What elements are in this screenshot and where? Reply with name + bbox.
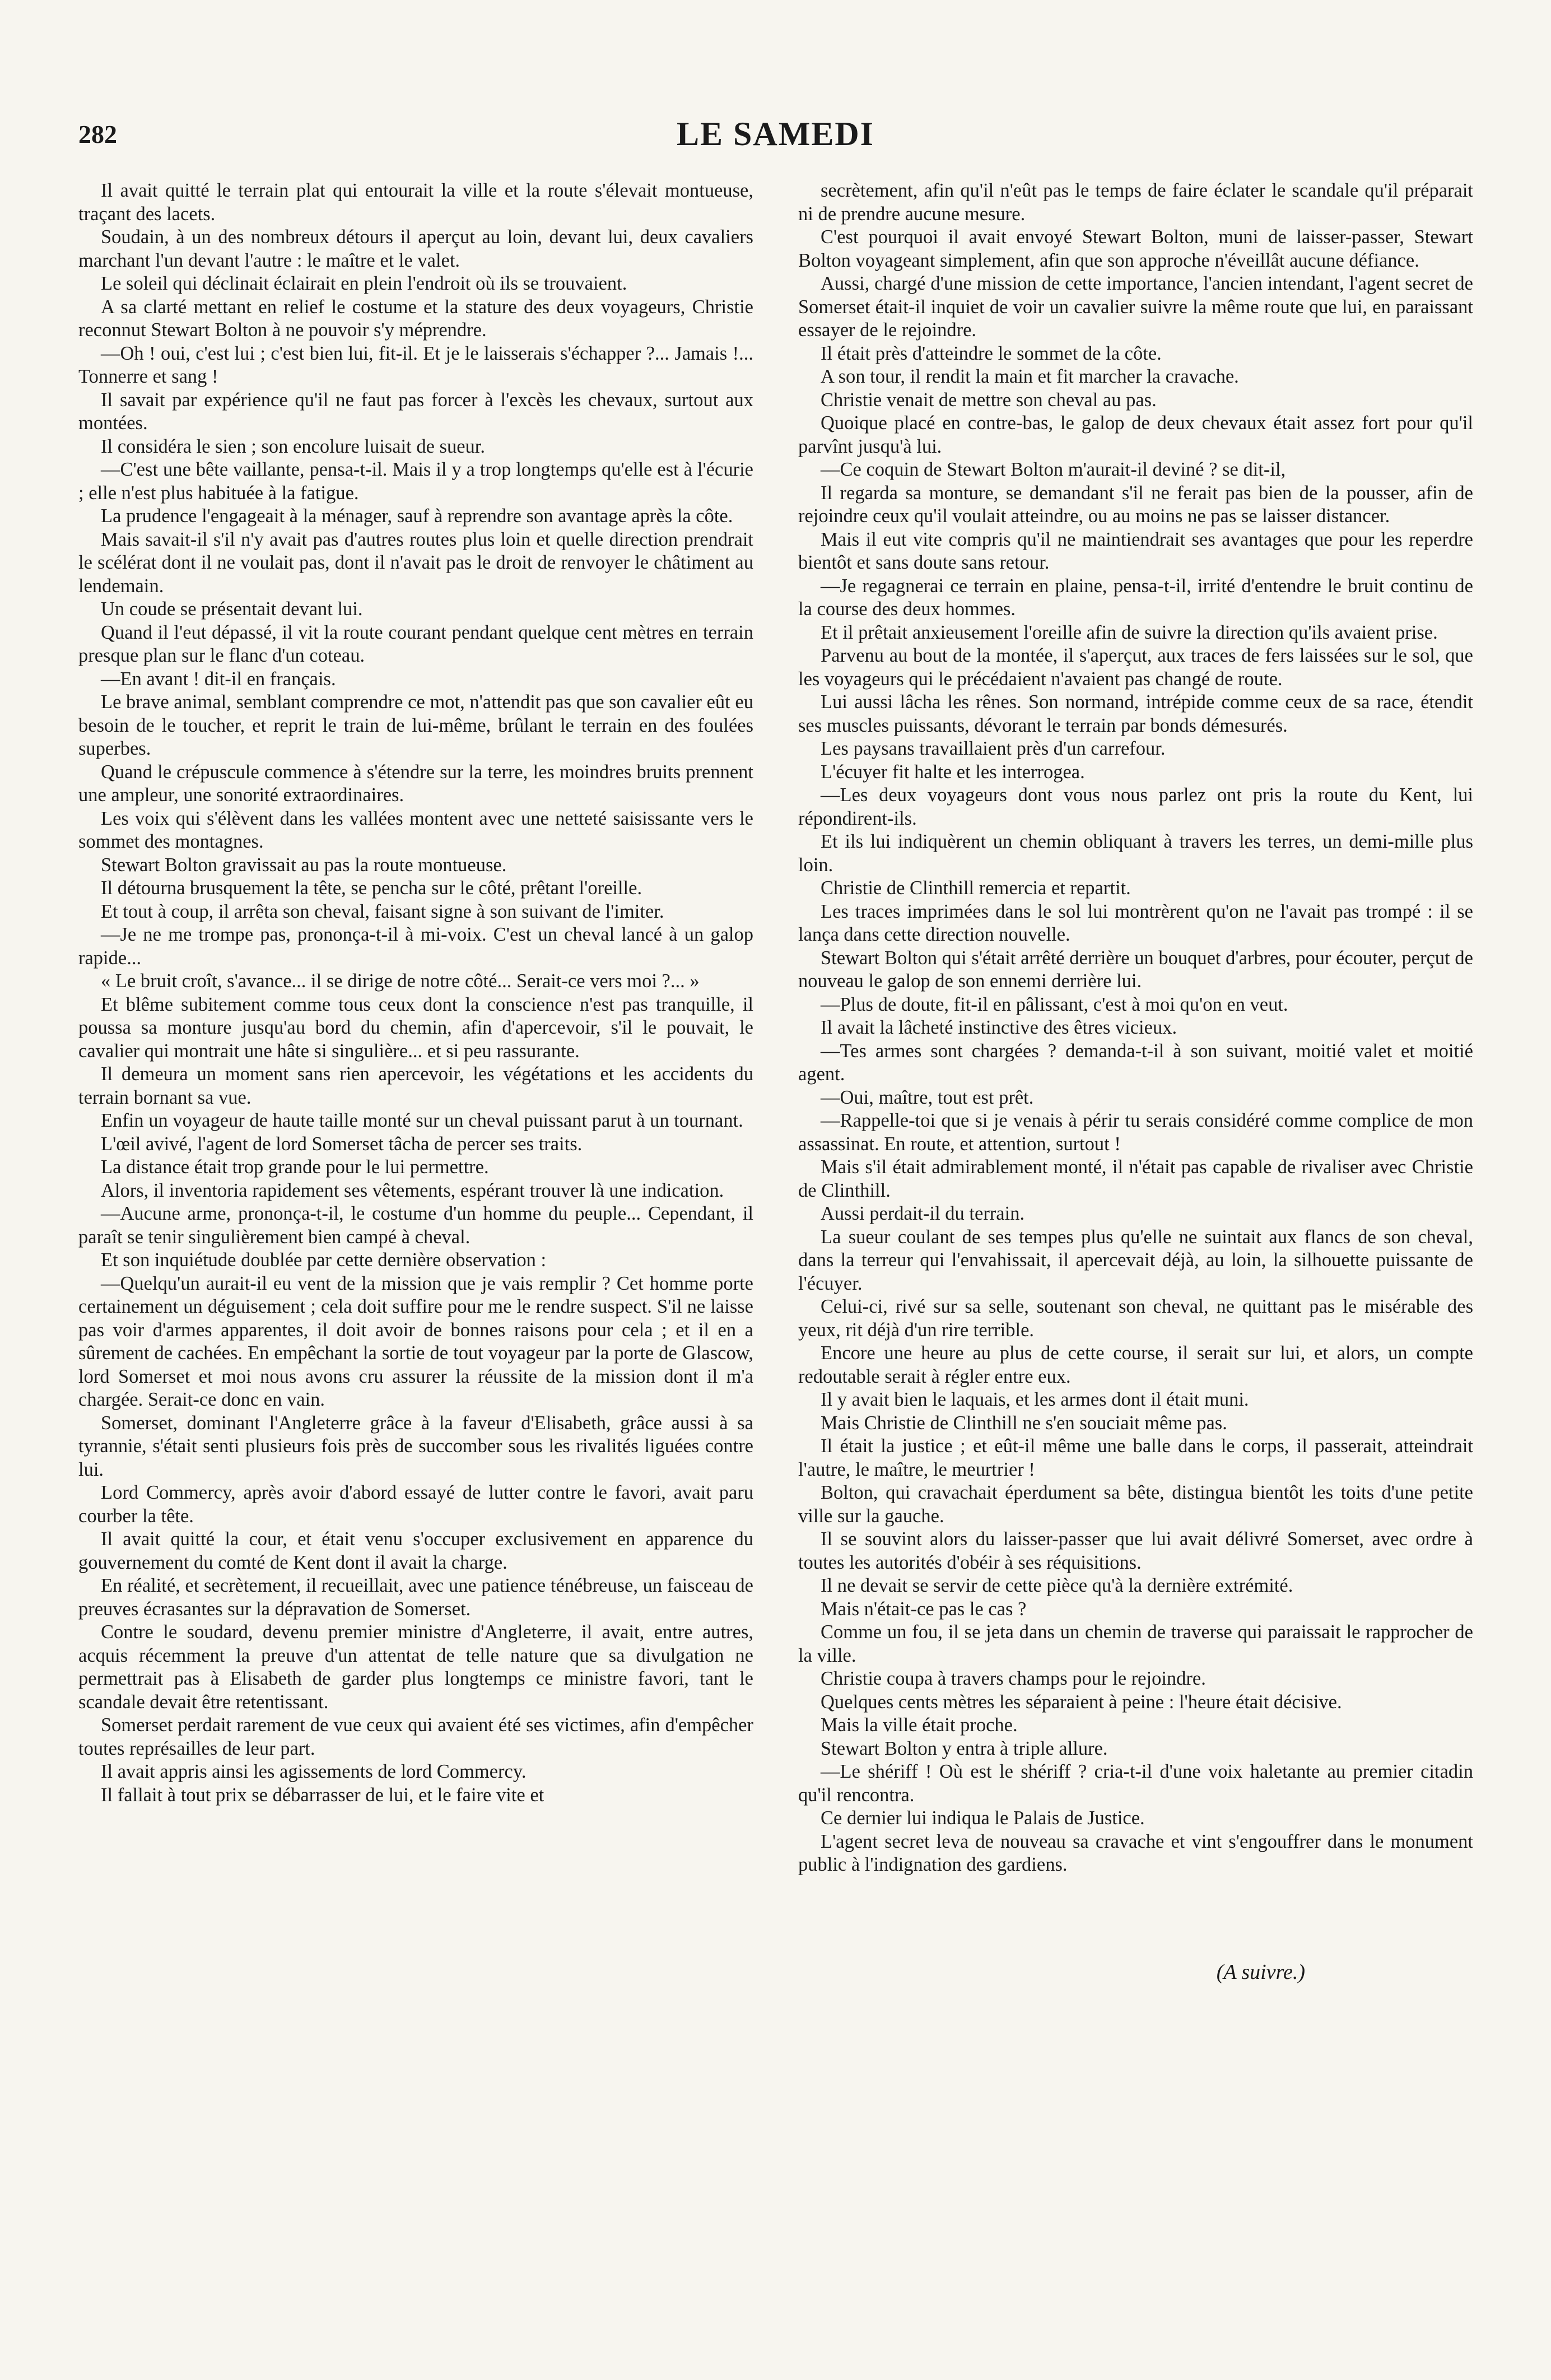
- paragraph: Quelques cents mètres les séparaient à peine : l'heure était décisive.: [821, 1691, 1342, 1713]
- paragraph: A sa clarté mettant en relief le costume et la stature des deux voyageurs, Christie reconnut Stewart Bolton à ne pouvoir s'y méprendre.: [78, 296, 753, 341]
- paragraph: Mais la ville était proche.: [821, 1714, 1018, 1736]
- paragraph: Il était près d'atteindre le sommet de la côte.: [821, 342, 1162, 364]
- paragraph: Le soleil qui déclinait éclairait en plein l'endroit où ils se trouvaient.: [101, 273, 627, 294]
- paragraph: Il était la justice ; et eût-il même une balle dans le corps, il passerait, atteindrait l'autre, le maître, le meurtrier !: [798, 1435, 1473, 1480]
- page-number: 282: [78, 120, 117, 148]
- running-title: LE SAMEDI: [676, 115, 875, 152]
- paragraph: Il avait la lâcheté instinctive des êtres vicieux.: [821, 1017, 1177, 1038]
- paragraph: Aussi, chargé d'une mission de cette importance, l'ancien intendant, l'agent secret de Somerset était-il inquiet de voir un cavalier suivre la même route que lui, en paraissant essayer de le rejoindre.: [798, 273, 1473, 341]
- paragraph: Et ils lui indiquèrent un chemin obliquant à travers les terres, un demi-mille plus loin.: [798, 831, 1473, 876]
- paragraph: La sueur coulant de ses tempes plus qu'elle ne suintait aux flancs de son cheval, dans la terreur qui l'envahissait, il apercevait déjà, au loin, la silhouette puissante de l'écuyer.: [798, 1226, 1473, 1294]
- paragraph: Mais Christie de Clinthill ne s'en souciait même pas.: [821, 1412, 1227, 1434]
- paragraph: Stewart Bolton gravissait au pas la route montueuse.: [101, 854, 507, 876]
- paragraph: Il y avait bien le laquais, et les armes dont il était muni.: [821, 1389, 1249, 1410]
- paragraph: La prudence l'engageait à la ménager, sauf à reprendre son avantage après la côte.: [101, 505, 733, 527]
- paragraph: En réalité, et secrètement, il recueillait, avec une patience ténébreuse, un faisceau de preuves écrasantes sur la dépravation de Somerset.: [78, 1575, 753, 1620]
- paragraph: Parvenu au bout de la montée, il s'aperçut, aux traces de fers laissées sur le sol, que les voyageurs qui le précédaient n'avaient pas changé de route.: [798, 645, 1473, 690]
- paragraph: —Tes armes sont chargées ? demanda-t-il à son suivant, moitié valet et moitié agent.: [798, 1040, 1473, 1085]
- paragraph: Somerset perdait rarement de vue ceux qui avaient été ses victimes, afin d'empêcher toutes représailles de leur part.: [78, 1714, 753, 1759]
- paragraph: Il regarda sa monture, se demandant s'il ne ferait pas bien de la pousser, afin de rejoindre ceux qu'il voulait atteindre, ou au moins ne pas se laisser distancer.: [798, 482, 1473, 527]
- paragraph: Alors, il inventoria rapidement ses vêtements, espérant trouver là une indication.: [101, 1179, 724, 1201]
- paragraph: Il avait quitté la cour, et était venu s'occuper exclusivement en apparence du gouvernement du comté de Kent dont il avait la charge.: [78, 1528, 753, 1573]
- paragraph: Bolton, qui cravachait éperdument sa bête, distingua bientôt les toits d'une petite ville sur la gauche.: [798, 1482, 1473, 1527]
- paragraph: Il demeura un moment sans rien apercevoir, les végétations et les accidents du terrain bornant sa vue.: [78, 1063, 753, 1108]
- paragraph: Et son inquiétude doublée par cette dernière observation :: [101, 1249, 547, 1271]
- paragraph: Celui-ci, rivé sur sa selle, soutenant son cheval, ne quittant pas le misérable des yeux, rit déjà d'un rire terrible.: [798, 1296, 1473, 1341]
- paragraph: —Oui, maître, tout est prêt.: [821, 1086, 1034, 1108]
- paragraph: Il se souvint alors du laisser-passer que lui avait délivré Somerset, avec ordre à toutes les autorités d'obéir à ses réquisitions.: [798, 1528, 1473, 1573]
- paragraph: —Quelqu'un aurait-il eu vent de la mission que je vais remplir ? Cet homme porte certainement un déguisement ; cela doit suffire pour me le rendre suspect. S'il ne laisse pas voir d'armes apparentes, il doit avoir de bonnes raisons pour cela ; et il en a sûrement de cachées. En empêchant la sortie de tout voyageur par la porte de Glascow, lord Somerset et moi nous avons cru assurer la réussite de la mission dont il m'a chargée. Serait-ce donc en vain.: [78, 1272, 753, 1410]
- paragraph: Ce dernier lui indiqua le Palais de Justice.: [821, 1807, 1145, 1829]
- left-column: [78, 179, 753, 1984]
- paragraph: Les voix qui s'élèvent dans les vallées montent avec une netteté saisissante vers le sommet des montagnes.: [78, 807, 753, 852]
- paragraph: Christie de Clinthill remercia et repartit.: [821, 877, 1131, 899]
- paragraph: Et blême subitement comme tous ceux dont la conscience n'est pas tranquille, il poussa sa monture jusqu'au bord du chemin, afin d'apercevoir, s'il le pouvait, le cavalier qui montrait une hâte si singulière... et si peu rassurante.: [78, 993, 753, 1062]
- paragraph: —Plus de doute, fit-il en pâlissant, c'est à moi qu'on en veut.: [821, 993, 1288, 1015]
- paragraph: Contre le soudard, devenu premier ministre d'Angleterre, il avait, entre autres, acquis récemment la preuve d'un attentat de telle nature que sa divulgation ne permettrait pas à Elisabeth de garder plus longtemps ce ministre favori, tant le scandale devait être retentissant.: [78, 1621, 753, 1713]
- paragraph: Il détourna brusquement la tête, se pencha sur le côté, prêtant l'oreille.: [101, 877, 642, 899]
- paragraph: Mais n'était-ce pas le cas ?: [821, 1598, 1027, 1620]
- paragraph: —Rappelle-toi que si je venais à périr tu serais considéré comme complice de mon assassinat. En route, et attention, surtout !: [798, 1110, 1473, 1155]
- paragraph: L'écuyer fit halte et les interrogea.: [821, 761, 1085, 783]
- paragraph: Il ne devait se servir de cette pièce qu'à la dernière extrémité.: [821, 1575, 1293, 1596]
- paragraph: —Aucune arme, prononça-t-il, le costume d'un homme du peuple... Cependant, il paraît se tenir singulièrement bien campé à cheval.: [78, 1203, 753, 1248]
- paragraph: Soudain, à un des nombreux détours il aperçut au loin, devant lui, deux cavaliers marchant l'un devant l'autre : le maître et le valet.: [78, 226, 753, 271]
- paragraph: Stewart Bolton y entra à triple allure.: [821, 1737, 1108, 1759]
- paragraph: Mais il eut vite compris qu'il ne maintiendrait ses avantages que pour les reperdre bientôt et sans doute sans retour.: [798, 528, 1473, 573]
- paragraph: Un coude se présentait devant lui.: [101, 598, 363, 620]
- paragraph: Il avait quitté le terrain plat qui entourait la ville et la route s'élevait montueuse, traçant des lacets.: [78, 180, 753, 225]
- paragraph: Stewart Bolton qui s'était arrêté derrière un bouquet d'arbres, pour écouter, perçut de nouveau le galop de son ennemi derrière lui.: [798, 947, 1473, 992]
- paragraph: Lord Commercy, après avoir d'abord essayé de lutter contre le favori, avait paru courber la tête.: [78, 1482, 753, 1527]
- paragraph: Quoique placé en contre-bas, le galop de deux chevaux était assez fort pour qu'il parvînt jusqu'à lui.: [798, 412, 1473, 457]
- paragraph: —Je regagnerai ce terrain en plaine, pensa-t-il, irrité d'entendre le bruit continu de la course des deux hommes.: [798, 575, 1473, 620]
- paragraph: Les traces imprimées dans le sol lui montrèrent qu'on ne l'avait pas trompé : il se lança dans cette direction nouvelle.: [798, 900, 1473, 945]
- paragraph: —Oh ! oui, c'est lui ; c'est bien lui, fit-il. Et je le laisserais s'échapper ?... Jamais !... Tonnerre et sang !: [78, 342, 753, 387]
- paragraph: Il savait par expérience qu'il ne faut pas forcer à l'excès les chevaux, surtout aux montées.: [78, 389, 753, 434]
- right-column: [798, 179, 1473, 1984]
- paragraph: Les paysans travaillaient près d'un carrefour.: [821, 738, 1166, 759]
- paragraph: Quand le crépuscule commence à s'étendre sur la terre, les moindres bruits prennent une ampleur, une sonorité extraordinaires.: [78, 761, 753, 806]
- paragraph: —Le shériff ! Où est le shériff ? cria-t-il d'une voix haletante au premier citadin qu'il rencontra.: [798, 1761, 1473, 1806]
- paragraph: Aussi perdait-il du terrain.: [821, 1203, 1025, 1224]
- paragraph: Mais savait-il s'il n'y avait pas d'autres routes plus loin et quelle direction prendrait le scélérat dont il ne voulait pas, dont il n'avait pas le droit de renvoyer le châtiment au lendemain.: [78, 528, 753, 597]
- paragraph: secrètement, afin qu'il n'eût pas le temps de faire éclater le scandale qu'il préparait ni de prendre aucune mesure.: [798, 180, 1473, 225]
- paragraph: Il considéra le sien ; son encolure luisait de sueur.: [101, 435, 485, 457]
- paragraph: C'est pourquoi il avait envoyé Stewart Bolton, muni de laisser-passer, Stewart Bolton voyageant simplement, afin que son approche n'éveillât aucune défiance.: [798, 226, 1473, 271]
- to-be-continued: (A suivre.): [1216, 1960, 1305, 1984]
- paragraph: Mais s'il était admirablement monté, il n'était pas capable de rivaliser avec Christie de Clinthill.: [798, 1156, 1473, 1201]
- paragraph: —Ce coquin de Stewart Bolton m'aurait-il deviné ? se dit-il,: [821, 459, 1286, 480]
- paragraph: Encore une heure au plus de cette course, il serait sur lui, et alors, un compte redoutable serait à régler entre eux.: [798, 1342, 1473, 1387]
- paragraph: « Le bruit croît, s'avance... il se dirige de notre côté... Serait-ce vers moi ?... »: [101, 970, 700, 992]
- paragraph: Il fallait à tout prix se débarrasser de lui, et le faire vite et: [101, 1784, 544, 1806]
- paragraph: —Les deux voyageurs dont vous nous parlez ont pris la route du Kent, lui répondirent-ils.: [798, 784, 1473, 829]
- paragraph: Lui aussi lâcha les rênes. Son normand, intrépide comme ceux de sa race, étendit ses muscles puissants, dévorant le terrain par bonds démesurés.: [798, 691, 1473, 736]
- paragraph: Christie venait de mettre son cheval au pas.: [821, 389, 1157, 411]
- paragraph: Comme un fou, il se jeta dans un chemin de traverse qui paraissait le rapprocher de la ville.: [798, 1621, 1473, 1666]
- paragraph: —Je ne me trompe pas, prononça-t-il à mi-voix. C'est un cheval lancé à un galop rapide...: [78, 924, 753, 969]
- text-columns: [78, 179, 1473, 1984]
- paragraph: —En avant ! dit-il en français.: [101, 668, 336, 690]
- paragraph: Enfin un voyageur de haute taille monté sur un cheval puissant parut à un tournant.: [101, 1110, 743, 1131]
- paragraph: L'agent secret leva de nouveau sa cravache et vint s'engouffrer dans le monument public à l'indignation des gardiens.: [798, 1830, 1473, 1875]
- paragraph: Et il prêtait anxieusement l'oreille afin de suivre la direction qu'ils avaient prise.: [821, 621, 1438, 643]
- paragraph: Il avait appris ainsi les agissements de lord Commercy.: [101, 1761, 527, 1782]
- paragraph: —C'est une bête vaillante, pensa-t-il. Mais il y a trop longtemps qu'elle est à l'écurie ; elle n'est plus habituée à la fatigue.: [78, 459, 753, 504]
- page-header: [78, 115, 1473, 160]
- paragraph: A son tour, il rendit la main et fit marcher la cravache.: [821, 366, 1239, 387]
- paragraph: Le brave animal, semblant comprendre ce mot, n'attendit pas que son cavalier eût eu besoin de le toucher, et reprit le train de lui-même, brûlant le terrain en des foulées superbes.: [78, 691, 753, 759]
- paragraph: Et tout à coup, il arrêta son cheval, faisant signe à son suivant de l'imiter.: [101, 900, 664, 922]
- paragraph: Quand il l'eut dépassé, il vit la route courant pendant quelque cent mètres en terrain presque plan sur le flanc d'un coteau.: [78, 621, 753, 666]
- paragraph: La distance était trop grande pour le lui permettre.: [101, 1156, 489, 1178]
- paragraph: Somerset, dominant l'Angleterre grâce à la faveur d'Elisabeth, grâce aussi à sa tyrannie, s'était senti plusieurs fois près de succomber sous les rivalités liguées contre lui.: [78, 1412, 753, 1480]
- paragraph: L'œil avivé, l'agent de lord Somerset tâcha de percer ses traits.: [101, 1133, 583, 1155]
- paragraph: Christie coupa à travers champs pour le rejoindre.: [821, 1668, 1206, 1689]
